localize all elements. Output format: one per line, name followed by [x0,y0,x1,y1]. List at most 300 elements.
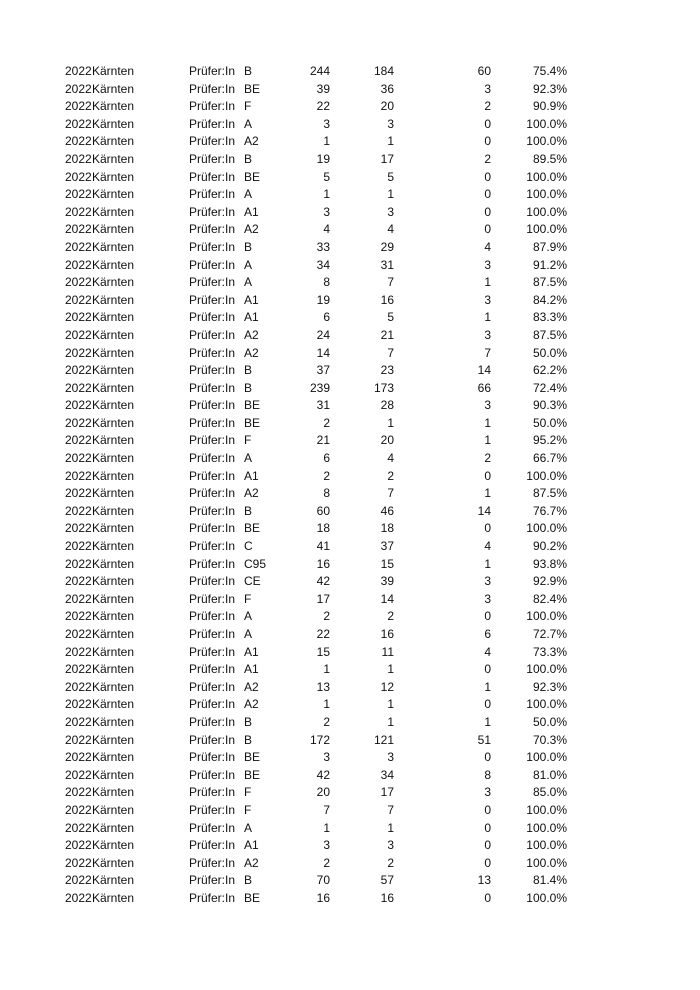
pass-rate-cell: 70.3% [532,732,567,747]
passed-count-cell: 1 [387,820,394,835]
pass-rate-cell: 100.0% [526,662,567,677]
license-class-cell: A2 [244,134,259,149]
table-row [0,133,700,151]
table-row [0,63,700,81]
region-cell: Kärnten [92,644,135,659]
region-cell: Kärnten [92,591,135,606]
license-class-cell: A [244,627,253,641]
examiner-role-cell: Prüfer:In [189,451,236,466]
examiner-role-cell: Prüfer:In [189,486,236,501]
region-cell: Kärnten [92,451,135,466]
passed-count-cell: 1 [387,415,394,430]
license-class-cell: BE [244,415,261,430]
failed-count-cell: 8 [484,767,491,782]
total-count-cell: 17 [316,591,330,606]
region-cell: Kärnten [92,363,135,378]
pass-rate-cell: 100.0% [526,855,567,870]
year-cell: 2022 [65,398,92,413]
table-row [0,292,700,310]
total-count-cell: 239 [309,380,330,395]
total-count-cell: 8 [323,486,330,501]
year-cell: 2022 [65,275,92,290]
table-row [0,767,700,785]
table-row [0,239,700,257]
pass-rate-cell: 85.0% [532,785,567,800]
pass-rate-cell: 100.0% [526,890,567,905]
total-count-cell: 18 [316,521,330,536]
pass-rate-cell: 100.0% [526,204,567,219]
region-cell: Kärnten [92,838,135,853]
examiner-role-cell: Prüfer:In [189,204,236,219]
passed-count-cell: 11 [381,644,394,659]
year-cell: 2022 [65,151,92,166]
pass-rate-cell: 81.4% [532,873,567,888]
year-cell: 2022 [65,503,92,518]
license-class-cell: A2 [244,327,259,342]
license-class-cell: BE [244,767,261,782]
examiner-role-cell: Prüfer:In [189,468,236,483]
table-row [0,186,700,204]
failed-count-cell: 1 [484,486,491,501]
license-class-cell: A2 [244,855,259,870]
pass-rate-cell: 87.5% [532,327,567,342]
failed-count-cell: 0 [484,134,491,149]
failed-count-cell: 1 [484,275,491,290]
table-row [0,204,700,222]
region-cell: Kärnten [92,574,135,589]
total-count-cell: 244 [309,64,330,78]
passed-count-cell: 1 [387,714,394,729]
pass-rate-cell: 87.5% [532,486,567,501]
passed-count-cell: 5 [387,310,394,325]
total-count-cell: 22 [316,99,330,114]
table-row [0,784,700,802]
license-class-cell: B [244,239,253,254]
total-count-cell: 42 [316,767,330,782]
year-cell: 2022 [65,539,92,554]
failed-count-cell: 0 [484,750,491,765]
total-count-cell: 8 [323,275,330,290]
region-cell: Kärnten [92,732,135,747]
examiner-role-cell: Prüfer:In [189,767,236,782]
examiner-role-cell: Prüfer:In [189,275,236,290]
pass-rate-cell: 90.3% [532,398,567,413]
examiner-role-cell: Prüfer:In [189,521,236,536]
year-cell: 2022 [65,363,92,378]
table-row [0,714,700,732]
region-cell: Kärnten [92,627,135,641]
table-row [0,732,700,750]
year-cell: 2022 [65,714,92,729]
table-row [0,626,700,644]
license-class-cell: A1 [244,468,259,483]
examiner-role-cell: Prüfer:In [189,64,236,78]
pass-rate-cell: 90.9% [532,99,567,114]
region-cell: Kärnten [92,539,135,554]
table-row [0,362,700,380]
failed-count-cell: 3 [484,785,491,800]
table-row [0,81,700,99]
year-cell: 2022 [65,574,92,589]
exam-results-table [0,63,700,908]
passed-count-cell: 16 [380,292,394,307]
failed-count-cell: 0 [484,169,491,184]
pass-rate-cell: 50.0% [532,345,567,360]
examiner-role-cell: Prüfer:In [189,310,236,325]
year-cell: 2022 [65,609,92,624]
examiner-role-cell: Prüfer:In [189,503,236,518]
year-cell: 2022 [65,433,92,448]
total-count-cell: 7 [323,802,330,817]
failed-count-cell: 3 [484,574,491,589]
year-cell: 2022 [65,468,92,483]
table-row [0,151,700,169]
region-cell: Kärnten [92,204,135,219]
region-cell: Kärnten [92,81,135,96]
license-class-cell: BE [244,398,261,413]
total-count-cell: 19 [316,151,330,166]
region-cell: Kärnten [92,380,135,395]
total-count-cell: 2 [323,714,330,729]
failed-count-cell: 0 [484,662,491,677]
total-count-cell: 1 [323,662,330,677]
table-row [0,890,700,908]
license-class-cell: A2 [244,697,259,712]
table-row [0,450,700,468]
examiner-role-cell: Prüfer:In [189,187,236,202]
examiner-role-cell: Prüfer:In [189,714,236,729]
pass-rate-cell: 84.2% [532,292,567,307]
license-class-cell: A2 [244,486,259,501]
failed-count-cell: 3 [484,292,491,307]
total-count-cell: 34 [316,257,330,272]
year-cell: 2022 [65,292,92,307]
region-cell: Kärnten [92,785,135,800]
examiner-role-cell: Prüfer:In [189,697,236,712]
examiner-role-cell: Prüfer:In [189,239,236,254]
license-class-cell: C95 [244,556,267,571]
year-cell: 2022 [65,732,92,747]
pass-rate-cell: 100.0% [526,750,567,765]
license-class-cell: B [244,503,253,518]
year-cell: 2022 [65,767,92,782]
year-cell: 2022 [65,890,92,905]
pass-rate-cell: 100.0% [526,609,567,624]
examiner-role-cell: Prüfer:In [189,609,236,624]
passed-count-cell: 14 [380,591,394,606]
year-cell: 2022 [65,679,92,694]
year-cell: 2022 [65,239,92,254]
total-count-cell: 2 [323,609,330,624]
failed-count-cell: 14 [477,363,491,378]
examiner-role-cell: Prüfer:In [189,327,236,342]
failed-count-cell: 0 [484,187,491,202]
license-class-cell: A2 [244,222,259,237]
pass-rate-cell: 100.0% [526,838,567,853]
passed-count-cell: 36 [380,81,394,96]
passed-count-cell: 4 [387,222,394,237]
pass-rate-cell: 62.2% [532,363,567,378]
total-count-cell: 1 [323,820,330,835]
region-cell: Kärnten [92,521,135,536]
table-row [0,309,700,327]
license-class-cell: BE [244,890,261,905]
failed-count-cell: 6 [484,627,491,641]
total-count-cell: 31 [316,398,330,413]
table-row [0,274,700,292]
total-count-cell: 70 [316,873,330,888]
failed-count-cell: 3 [484,327,491,342]
passed-count-cell: 57 [380,873,394,888]
year-cell: 2022 [65,415,92,430]
examiner-role-cell: Prüfer:In [189,415,236,430]
license-class-cell: BE [244,521,261,536]
passed-count-cell: 1 [387,662,394,677]
examiner-role-cell: Prüfer:In [189,873,236,888]
year-cell: 2022 [65,662,92,677]
table-row [0,485,700,503]
examiner-role-cell: Prüfer:In [189,838,236,853]
region-cell: Kärnten [92,873,135,888]
year-cell: 2022 [65,750,92,765]
table-row [0,397,700,415]
passed-count-cell: 37 [380,539,394,554]
passed-count-cell: 7 [387,275,394,290]
region-cell: Kärnten [92,310,135,325]
pass-rate-cell: 87.9% [532,239,567,254]
table-row [0,415,700,433]
failed-count-cell: 2 [484,451,491,466]
total-count-cell: 39 [316,81,330,96]
failed-count-cell: 0 [484,855,491,870]
failed-count-cell: 0 [484,820,491,835]
examiner-role-cell: Prüfer:In [189,363,236,378]
region-cell: Kärnten [92,679,135,694]
year-cell: 2022 [65,327,92,342]
table-row [0,679,700,697]
table-row [0,538,700,556]
region-cell: Kärnten [92,134,135,149]
year-cell: 2022 [65,116,92,131]
table-row [0,855,700,873]
year-cell: 2022 [65,521,92,536]
failed-count-cell: 0 [484,802,491,817]
failed-count-cell: 3 [484,591,491,606]
pass-rate-cell: 76.7% [532,503,567,518]
examiner-role-cell: Prüfer:In [189,81,236,96]
year-cell: 2022 [65,697,92,712]
examiner-role-cell: Prüfer:In [189,820,236,835]
table-row [0,820,700,838]
license-class-cell: F [244,433,252,448]
year-cell: 2022 [65,627,92,641]
region-cell: Kärnten [92,468,135,483]
total-count-cell: 24 [316,327,330,342]
passed-count-cell: 4 [387,451,394,466]
passed-count-cell: 20 [380,99,394,114]
total-count-cell: 13 [316,679,330,694]
failed-count-cell: 13 [477,873,491,888]
license-class-cell: F [244,99,252,114]
year-cell: 2022 [65,785,92,800]
pass-rate-cell: 93.8% [532,556,567,571]
passed-count-cell: 15 [380,556,394,571]
passed-count-cell: 39 [380,574,394,589]
license-class-cell: B [244,714,253,729]
table-row [0,520,700,538]
region-cell: Kärnten [92,275,135,290]
table-row [0,872,700,890]
examiner-role-cell: Prüfer:In [189,99,236,114]
pass-rate-cell: 100.0% [526,116,567,131]
total-count-cell: 3 [323,116,330,131]
failed-count-cell: 1 [484,415,491,430]
license-class-cell: A1 [244,292,259,307]
pass-rate-cell: 72.7% [532,627,567,641]
failed-count-cell: 66 [477,380,491,395]
license-class-cell: BE [244,81,261,96]
examiner-role-cell: Prüfer:In [189,750,236,765]
year-cell: 2022 [65,451,92,466]
examiner-role-cell: Prüfer:In [189,644,236,659]
pass-rate-cell: 75.4% [532,64,567,78]
year-cell: 2022 [65,345,92,360]
total-count-cell: 14 [316,345,330,360]
examiner-role-cell: Prüfer:In [189,433,236,448]
pass-rate-cell: 81.0% [532,767,567,782]
year-cell: 2022 [65,310,92,325]
year-cell: 2022 [65,802,92,817]
table-row [0,556,700,574]
table-row [0,432,700,450]
examiner-role-cell: Prüfer:In [189,539,236,554]
region-cell: Kärnten [92,99,135,114]
pass-rate-cell: 50.0% [532,714,567,729]
examiner-role-cell: Prüfer:In [189,169,236,184]
year-cell: 2022 [65,222,92,237]
region-cell: Kärnten [92,433,135,448]
examiner-role-cell: Prüfer:In [189,398,236,413]
failed-count-cell: 0 [484,116,491,131]
pass-rate-cell: 89.5% [532,151,567,166]
passed-count-cell: 31 [380,257,394,272]
region-cell: Kärnten [92,802,135,817]
table-row [0,608,700,626]
region-cell: Kärnten [92,415,135,430]
license-class-cell: A1 [244,838,259,853]
total-count-cell: 1 [323,697,330,712]
license-class-cell: CE [244,574,261,589]
year-cell: 2022 [65,838,92,853]
license-class-cell: A1 [244,644,259,659]
region-cell: Kärnten [92,151,135,166]
passed-count-cell: 1 [387,697,394,712]
examiner-role-cell: Prüfer:In [189,556,236,571]
table-row [0,345,700,363]
license-class-cell: A2 [244,679,259,694]
license-class-cell: A [244,275,253,290]
year-cell: 2022 [65,380,92,395]
examiner-role-cell: Prüfer:In [189,855,236,870]
table-row [0,661,700,679]
region-cell: Kärnten [92,697,135,712]
year-cell: 2022 [65,257,92,272]
total-count-cell: 2 [323,415,330,430]
passed-count-cell: 3 [387,750,394,765]
total-count-cell: 20 [316,785,330,800]
examiner-role-cell: Prüfer:In [189,380,236,395]
license-class-cell: A [244,609,253,624]
total-count-cell: 5 [323,169,330,184]
passed-count-cell: 20 [380,433,394,448]
region-cell: Kärnten [92,398,135,413]
region-cell: Kärnten [92,750,135,765]
pass-rate-cell: 90.2% [532,539,567,554]
failed-count-cell: 1 [484,433,491,448]
total-count-cell: 41 [316,539,330,554]
examiner-role-cell: Prüfer:In [189,662,236,677]
pass-rate-cell: 73.3% [532,644,567,659]
region-cell: Kärnten [92,767,135,782]
passed-count-cell: 29 [380,239,394,254]
year-cell: 2022 [65,873,92,888]
pass-rate-cell: 100.0% [526,169,567,184]
region-cell: Kärnten [92,503,135,518]
region-cell: Kärnten [92,327,135,342]
failed-count-cell: 0 [484,890,491,905]
license-class-cell: BE [244,169,261,184]
region-cell: Kärnten [92,714,135,729]
license-class-cell: A [244,116,253,131]
pass-rate-cell: 100.0% [526,697,567,712]
passed-count-cell: 2 [387,855,394,870]
passed-count-cell: 28 [380,398,394,413]
examiner-role-cell: Prüfer:In [189,679,236,694]
region-cell: Kärnten [92,890,135,905]
passed-count-cell: 2 [387,609,394,624]
passed-count-cell: 34 [380,767,394,782]
year-cell: 2022 [65,591,92,606]
year-cell: 2022 [65,204,92,219]
total-count-cell: 21 [316,433,330,448]
failed-count-cell: 3 [484,398,491,413]
failed-count-cell: 3 [484,257,491,272]
pass-rate-cell: 83.3% [532,310,567,325]
license-class-cell: A1 [244,204,259,219]
pass-rate-cell: 92.9% [532,574,567,589]
license-class-cell: B [244,873,253,888]
region-cell: Kärnten [92,116,135,131]
year-cell: 2022 [65,187,92,202]
table-row [0,503,700,521]
passed-count-cell: 2 [387,468,394,483]
failed-count-cell: 1 [484,679,491,694]
license-class-cell: F [244,802,252,817]
table-row [0,644,700,662]
total-count-cell: 1 [323,187,330,202]
table-row [0,257,700,275]
failed-count-cell: 2 [484,151,491,166]
failed-count-cell: 0 [484,204,491,219]
total-count-cell: 1 [323,134,330,149]
pass-rate-cell: 92.3% [532,679,567,694]
table-row [0,749,700,767]
table-row [0,468,700,486]
license-class-cell: B [244,732,253,747]
passed-count-cell: 17 [380,151,394,166]
table-row [0,327,700,345]
examiner-role-cell: Prüfer:In [189,292,236,307]
